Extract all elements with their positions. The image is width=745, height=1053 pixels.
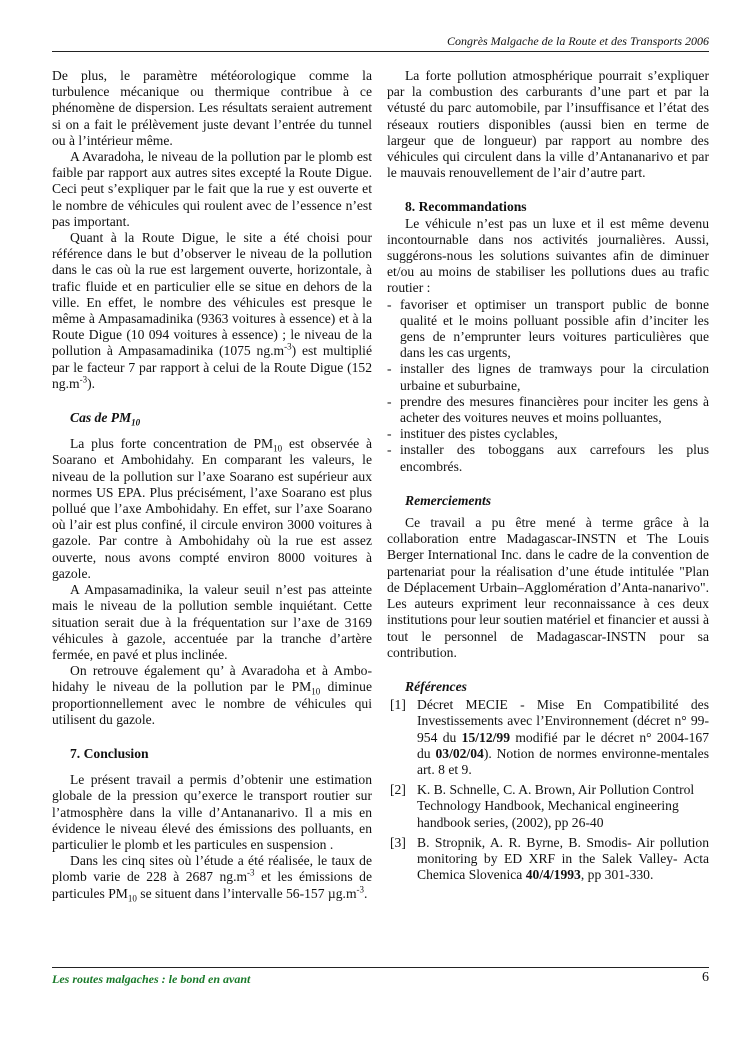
list-item bbox=[387, 442, 709, 474]
left-column bbox=[52, 68, 372, 902]
footer-rule bbox=[52, 967, 709, 968]
paragraph-ampasamadinika: A Ampasamadinika, la valeur seuil n’est pas atteinte mais le niveau de la pollution semble inquiétant. Cette situation serait due à la fréquentation sur l’axe de 3169 véhicules à gazole, accentuée par la tranche d’artère fermée, en pavé et plus inclinée. bbox=[52, 582, 372, 662]
header-rule bbox=[52, 51, 709, 52]
reference-item bbox=[387, 835, 709, 884]
text-run: Décret MECIE - Mise En Compatibilité des Investissements avec l’Environnement (décret n° 99-954 du bbox=[417, 697, 709, 745]
paragraph-recommandations: Le véhicule n’est pas un luxe et il est même devenu incontournable dans nos activités journalières. Aussi, suggérons-nous les solutions suivantes afin de diminuer et/ou au moins de stabiliser les pollutions dues au trafic routier : bbox=[387, 215, 709, 296]
text-run: Cas de PM bbox=[70, 410, 132, 426]
paragraph-pm10-soarano bbox=[52, 436, 372, 582]
reference-list bbox=[387, 697, 709, 883]
subscript: 10 bbox=[127, 893, 137, 904]
text-run: On retrouve également qu’ à Avaradoha et à Ambo-hidahy le niveau de la pollution par le PM bbox=[52, 663, 372, 695]
reference-item bbox=[387, 782, 709, 831]
paragraph-conclusion: Le présent travail a permis d’obtenir une estimation globale de la pression qu’exerce le transport routier sur l’atmosphère dans la ville d’Antananarivo. Il a mis en évidence le niveau élevé des émissions des polluants, en particulier le plomb et les particules en suspension . bbox=[52, 772, 372, 852]
section-title-recommandations: 8. Recommandations bbox=[405, 199, 527, 215]
text-run-bold: 15/12/99 bbox=[461, 729, 510, 745]
text-run-bold: 03/02/04 bbox=[435, 745, 484, 761]
superscript: -3 bbox=[79, 374, 88, 385]
text-run: modifié par le décret n° 2004-167 du bbox=[417, 729, 709, 761]
text-run: B. Stropnik, A. R. Byrne, B. Smodis- Air pollution monitoring by ED XRF in the Salek Valley- Acta Chemica Slovenica bbox=[417, 834, 709, 883]
paragraph-avaradoha: A Avaradoha, le niveau de la pollution par le plomb est faible par rapport aux autres sites excepté la Route Digue. Ceci peut s’expliquer par le fait que la rue y est ouverte et le nombre de véhicules qui roulent avec de l’essence n’est pas important. bbox=[52, 149, 372, 229]
paragraph-ambohidahy bbox=[52, 663, 372, 728]
right-column bbox=[387, 68, 709, 887]
footer-tagline: Les routes malgaches : le bond en avant bbox=[52, 972, 251, 986]
paragraph-sites bbox=[52, 853, 372, 902]
paragraph-remerciements: Ce travail a pu être mené à terme grâce à la collaboration entre Madagascar-INSTN et The Louis Berger International Inc. dans le cadre de la convention de partenariat pour la réalisation d’une étude intitulée "Plan de Déplacement Urbain–Agglomération d’Anta-nanarivo". Les auteurs expriment leur reconnaissance à ces deux institutions pour leur soutien matériel et financier et aussi à tout le personnel de Madagascar-INSTN pour sa contribution. bbox=[387, 515, 710, 660]
bullet-dash: - bbox=[387, 393, 392, 409]
bullet-dash: - bbox=[387, 426, 392, 442]
text-run: se situent dans l’intervalle 56-157 µg.m bbox=[136, 885, 357, 901]
subscript: 10 bbox=[311, 687, 321, 698]
list-item-text: prendre des mesures financières pour inciter les gens à acheter des voitures neuves et moins polluantes, bbox=[400, 393, 709, 426]
recommendation-list bbox=[387, 297, 709, 475]
list-item bbox=[387, 394, 709, 426]
subsection-title-pm10 bbox=[52, 410, 372, 426]
bullet-dash: - bbox=[387, 442, 392, 458]
section-title-conclusion: 7. Conclusion bbox=[70, 745, 149, 761]
reference-item bbox=[387, 697, 709, 778]
list-item-text: instituer des pistes cyclables, bbox=[400, 426, 558, 442]
subscript: 10 bbox=[131, 417, 141, 428]
superscript: -3 bbox=[247, 867, 255, 878]
list-item-text: installer des lignes de tramways pour la circulation urbaine et suburbaine, bbox=[400, 361, 709, 393]
text-run: diminue proportionnellement avec le nombre de véhicules qui utilisent du gazole. bbox=[52, 679, 373, 727]
list-item bbox=[387, 426, 709, 442]
paragraph-pollution-causes: La forte pollution atmosphérique pourrait s’expliquer par la combustion des carburants d’une part et par la vétusté du parc automobile, par l’insuffisance et l’état des réseaux routiers disponibles (aussi bien en terme de largeur que de longueur) par rapport au nombre des véhicules qui circulent dans la ville d’Antananarivo et par le mauvais renouvellement de l’air d’autre part. bbox=[387, 68, 709, 181]
bullet-dash: - bbox=[387, 361, 392, 377]
text-run: ). Notion de normes environne-mentales art. 8 et 9. bbox=[417, 745, 710, 777]
text-run: K. B. Schnelle, C. A. Brown, Air Pollution Control Technology Handbook, Mechanical engineering handbook series, (2002), pp 26-40 bbox=[417, 782, 695, 830]
text-run-bold: 40/4/1993 bbox=[525, 867, 581, 883]
text-run: ) est multiplié par le facteur 7 par rapport à celui de la Route Digue (152 ng.m bbox=[52, 343, 372, 391]
paragraph-weather: De plus, le paramètre météorologique comme la turbulence mécanique ou thermique contribue à ce phénomène de dispersion. Les résultats seraient autrement si on a fait le prélèvement juste devant l’entrée du tunnel ou à l’intérieur même. bbox=[52, 68, 372, 148]
text-run: Dans les cinq sites où l’étude a été réalisée, le taux de plomb varie de 228 à 2687 ng.m bbox=[52, 853, 372, 885]
list-item-text: favoriser et optimiser un transport public de bonne qualité et le moins polluant possible afin d’inciter les gens de n’emprunter leurs voitures particulières que dans les cas urgents, bbox=[400, 296, 709, 361]
text-run: . bbox=[364, 885, 368, 901]
page-number: 6 bbox=[702, 970, 709, 985]
list-item bbox=[387, 361, 709, 393]
text-run: est observée à Soarano et Ambohidahy. En comparant les valeurs, le niveau de la pollution sur l’axe Soarano est supérieur aux normes US EPA. Plus précisément, l’axe Soarano est plus pollué que l’axe Ambohidahy. En effet, sur l’axe Soarano où l’air est plus confiné, il circule environ 3000 voitures à gazole. Par contre à Ambohidahy où la rue est assez ouverte, nous avons compté environ 8000 voitures à gazole. bbox=[52, 436, 372, 581]
list-item bbox=[387, 297, 709, 362]
list-item-text: installer des toboggans aux carrefours les plus encombrés. bbox=[400, 442, 709, 474]
paragraph-route-digue bbox=[52, 230, 372, 392]
subsection-title-remerciements: Remerciements bbox=[405, 492, 492, 508]
reference-number: [1] bbox=[390, 697, 406, 713]
subsection-title-references: Références bbox=[405, 678, 467, 694]
reference-number: [2] bbox=[390, 782, 406, 798]
subscript: 10 bbox=[273, 443, 283, 454]
superscript: -3 bbox=[356, 884, 365, 895]
running-header: Congrès Malgache de la Route et des Transports 2006 bbox=[447, 34, 709, 48]
superscript: -3 bbox=[284, 341, 292, 352]
text-run: , pp 301-330. bbox=[580, 867, 654, 883]
text-run: et les émissions de particules PM bbox=[52, 869, 372, 901]
bullet-dash: - bbox=[387, 296, 392, 312]
reference-number: [3] bbox=[390, 834, 406, 850]
text-run: ). bbox=[87, 375, 96, 391]
text-run: La plus forte concentration de PM bbox=[70, 436, 274, 452]
text-run: Quant à la Route Digue, le site a été choisi pour référence dans le but d’observer le niveau de la pollution dans le cas où la rue est largement ouverte, horizontale, à trafic fluide et en particulier elle se situe en dehors de la ville. En effet, le nombre des véhicules est presque le même à Ampasamadinika (9363 voitures à essence) et à la Route Digue (10 094 voitures à essence) ; le niveau de la pollution à Ampasamadinika (1075 ng.m bbox=[52, 230, 372, 359]
